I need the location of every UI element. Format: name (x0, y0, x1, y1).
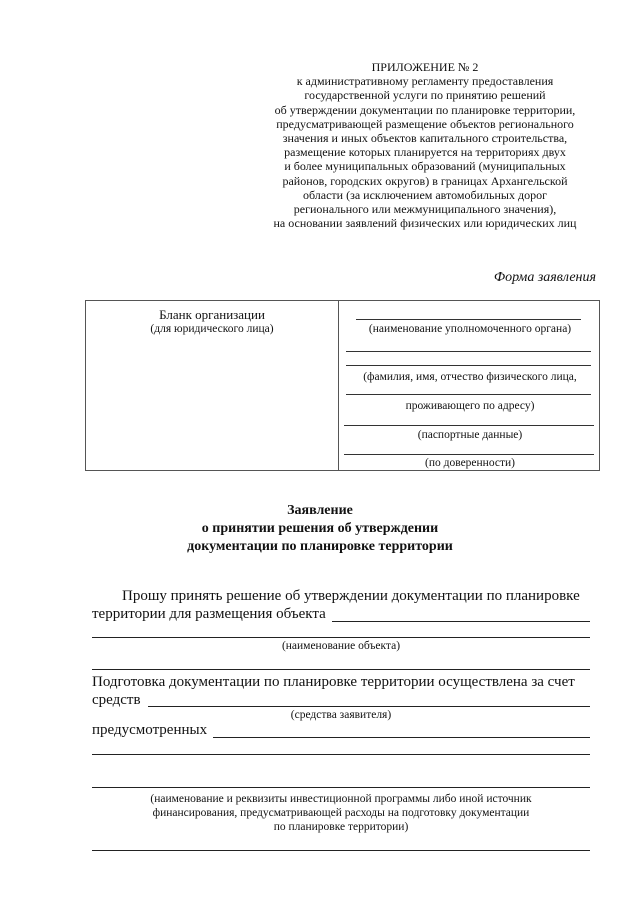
proxy-caption: (по доверенности) (425, 457, 515, 469)
program-caption-line: финансирования, предусматривающей расходы на подготовку документации (152, 807, 530, 819)
authority-line[interactable] (356, 319, 581, 320)
document-heading (0, 502, 640, 556)
annex-line: и более муниципальных образований (муниципальных (284, 159, 566, 174)
object-field-3[interactable] (92, 669, 590, 670)
annex-title: ПРИЛОЖЕНИЕ № 2 (371, 60, 479, 74)
annex-line: районов, городских округов) в границах Архангельской (282, 173, 568, 188)
object-caption: (наименование объекта) (281, 640, 401, 652)
authority-line-2[interactable] (346, 351, 591, 352)
provided-field-2[interactable] (92, 754, 590, 755)
address-caption: проживающего по адресу) (405, 400, 535, 412)
heading-line: Заявление (287, 503, 353, 518)
annex-line: размещение которых планируется на территориях двух (284, 145, 566, 160)
paragraph-2-line-1: Подготовка документации по планировке территории осуществлена за счет (92, 674, 575, 690)
form-label: Форма заявления (493, 270, 596, 285)
program-caption-line: по планировке территории) (273, 821, 409, 833)
funds-caption: (средства заявителя) (290, 709, 392, 721)
annex-line: регионального или межмуниципального значения), (293, 202, 557, 217)
program-field[interactable] (92, 787, 590, 788)
proxy-line[interactable] (344, 454, 594, 455)
annex-line: на основании заявлений физических или юридических лиц (273, 216, 577, 231)
funds-field[interactable] (148, 706, 590, 707)
program-caption (92, 792, 590, 834)
letterhead-title: Бланк организации (159, 307, 265, 322)
annex-line: предусматривающей размещение объектов регионального (276, 116, 574, 131)
authority-caption: (наименование уполномоченного органа) (368, 323, 572, 335)
paragraph-1-line-1: Прошу принять решение об утверждении документации по планировке (122, 588, 580, 604)
letterhead-subtitle: (для юридического лица) (150, 323, 274, 335)
heading-line: о принятии решения об утверждении (201, 521, 439, 536)
annex-header (245, 60, 605, 230)
annex-line: области (за исключением автомобильных дорог (302, 187, 548, 202)
object-field[interactable] (332, 621, 590, 622)
heading-line: документации по планировке территории (187, 539, 453, 554)
paragraph-1-line-2: территории для размещения объекта (92, 606, 326, 622)
annex-line: к административному регламенту предоставления (296, 74, 554, 89)
address-line[interactable] (346, 394, 591, 395)
person-line[interactable] (346, 365, 591, 366)
program-field-2[interactable] (92, 850, 590, 851)
annex-line: значения и иных объектов капитального строительства, (282, 131, 568, 146)
annex-line: государственной услуги по принятию решений (304, 88, 546, 103)
object-field-2[interactable] (92, 637, 590, 638)
person-caption: (фамилия, имя, отчество физического лица, (363, 371, 577, 383)
frame-divider (338, 301, 339, 470)
passport-caption: (паспортные данные) (417, 429, 523, 441)
paragraph-2-line-2: средств (92, 692, 141, 708)
provided-label: предусмотренных (92, 722, 208, 738)
header-frame (85, 300, 600, 471)
annex-line: об утверждении документации по планировке территории, (274, 102, 576, 117)
provided-field[interactable] (213, 737, 590, 738)
passport-line[interactable] (344, 425, 594, 426)
program-caption-line: (наименование и реквизиты инвестиционной программы либо иной источник (150, 793, 532, 805)
